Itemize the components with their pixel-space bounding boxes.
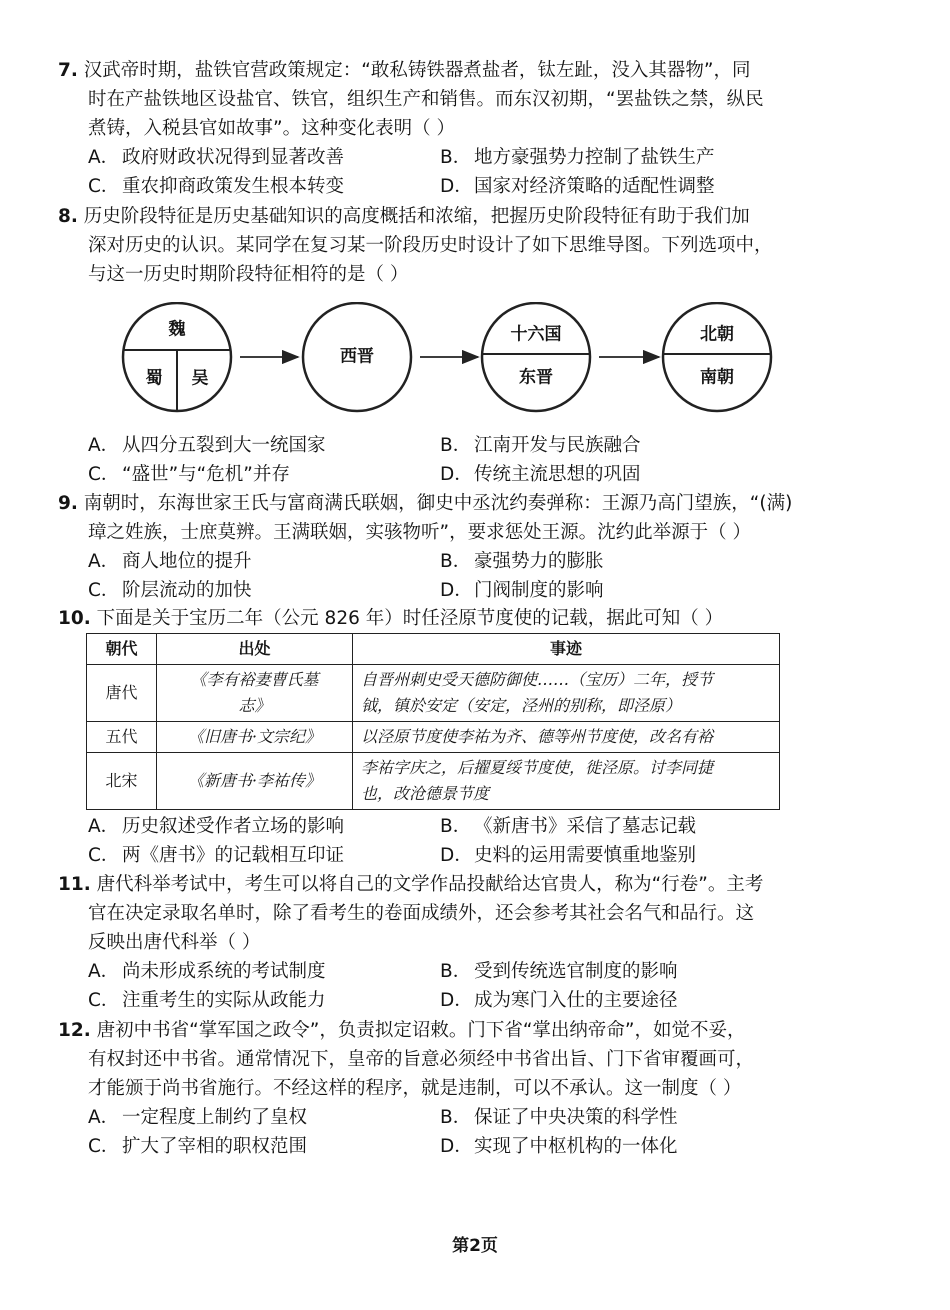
- option-a[interactable]: A． 政府财政状况得到显著改善: [88, 147, 345, 168]
- table-header: 事迹: [353, 634, 780, 665]
- label-eastern-jin: 东晋: [519, 367, 553, 388]
- option-c[interactable]: C． 阶层流动的加快: [88, 580, 252, 601]
- circle-sixteen-kingdoms: [482, 303, 590, 411]
- question-number: 9.: [58, 493, 78, 514]
- label-wei: 魏: [168, 319, 186, 340]
- option-a[interactable]: A． 尚未形成系统的考试制度: [88, 961, 326, 982]
- option-b[interactable]: B． 受到传统选官制度的影响: [440, 961, 678, 982]
- option-b[interactable]: B． 地方豪强势力控制了盐铁生产: [440, 147, 715, 168]
- table-cell-source: 《新唐书·李祐传》: [157, 753, 353, 810]
- options-row: [58, 841, 908, 870]
- option-a[interactable]: A． 一定程度上制约了皇权: [88, 1107, 308, 1128]
- label-western-jin: 西晋: [340, 346, 374, 367]
- table-cell-dynasty: 唐代: [87, 665, 157, 722]
- label-sixteen-kingdoms: 十六国: [510, 324, 562, 345]
- options-row: [58, 460, 908, 489]
- table-cell-event: 自晋州刺史受天德防御使……（宝历）二年，授节 钺，镇於安定（安定，泾州的别称，即泾原）: [353, 665, 780, 722]
- question-8-line-1: 8. 历史阶段特征是历史基础知识的高度概括和浓缩，把握历史阶段特征有助于我们加: [58, 202, 908, 231]
- question-7-line-3: 煮铸，入税县官如故事”。这种变化表明（ ）: [88, 118, 455, 139]
- circle-northern-southern: [663, 303, 771, 411]
- page-number: 第2页: [452, 1236, 498, 1256]
- option-c[interactable]: C． “盛世”与“危机”并存: [88, 464, 290, 485]
- option-d[interactable]: D．传统主流思想的巩固: [440, 464, 641, 485]
- option-d[interactable]: D．门阀制度的影响: [440, 580, 604, 601]
- options-row: [58, 1132, 908, 1161]
- question-12-line-3: 才能颁于尚书省施行。不经这样的程序，就是违制，可以不承认。这一制度（ ）: [88, 1078, 742, 1099]
- question-12-line-2: 有权封还中书省。通常情况下，皇帝的旨意必须经中书省出旨、门下省审覆画可，: [88, 1049, 755, 1070]
- table-cell-dynasty: 五代: [87, 722, 157, 753]
- label-shu: 蜀: [145, 368, 163, 389]
- question-8-line-2: 深对历史的认识。某同学在复习某一阶段历史时设计了如下思维导图。下列选项中，: [88, 235, 773, 256]
- option-c[interactable]: C． 扩大了宰相的职权范围: [88, 1136, 308, 1157]
- option-d[interactable]: D．史料的运用需要慎重地鉴别: [440, 845, 697, 866]
- question-number: 7.: [58, 60, 78, 81]
- option-b[interactable]: B． 江南开发与民族融合: [440, 435, 641, 456]
- table-cell-source: 《旧唐书·文宗纪》: [157, 722, 353, 753]
- table-header-row: [87, 634, 780, 665]
- question-9: [58, 489, 908, 605]
- options-row: [58, 1103, 908, 1132]
- label-southern-dynasties: 南朝: [700, 367, 734, 388]
- option-a[interactable]: A． 历史叙述受作者立场的影响: [88, 816, 345, 837]
- table-cell-dynasty: 北宋: [87, 753, 157, 810]
- option-d[interactable]: D．实现了中枢机构的一体化: [440, 1136, 678, 1157]
- question-10: [58, 604, 908, 633]
- question-11-line-2: 官在决定录取名单时，除了看考生的卷面成绩外，还会参考其社会名气和品行。这: [88, 903, 755, 924]
- question-8-line-3: 与这一历史时期阶段特征相符的是（ ）: [88, 264, 409, 285]
- option-c[interactable]: C． 重农抑商政策发生根本转变: [88, 176, 345, 197]
- question-7: [58, 56, 908, 201]
- question-10-line-1: 10. 下面是关于宝历二年（公元 826 年）时任泾原节度使的记载，据此可知（ ）: [58, 604, 908, 633]
- question-number: 10.: [58, 608, 91, 629]
- mind-map-diagram: [120, 302, 820, 420]
- label-northern-dynasties: 北朝: [700, 324, 734, 345]
- option-d[interactable]: D．成为寒门入仕的主要途径: [440, 990, 678, 1011]
- option-b[interactable]: B． 保证了中央决策的科学性: [440, 1107, 678, 1128]
- question-number: 8.: [58, 206, 78, 227]
- table-row: [87, 722, 780, 753]
- option-c[interactable]: C． 注重考生的实际从政能力: [88, 990, 326, 1011]
- question-8-options: [58, 431, 908, 489]
- option-a[interactable]: A． 商人地位的提升: [88, 551, 252, 572]
- records-table: [86, 633, 780, 810]
- options-row: [58, 547, 908, 576]
- options-row: [58, 812, 908, 841]
- option-a[interactable]: A． 从四分五裂到大一统国家: [88, 435, 326, 456]
- question-9-line-2: 璋之姓族，士庶莫辨。王满联姻，实骇物听”，要求惩处王源。沈约此举源于（ ）: [88, 522, 751, 543]
- options-row: [58, 431, 908, 460]
- options-row: [58, 957, 908, 986]
- table-row: [87, 665, 780, 722]
- table-header: 朝代: [87, 634, 157, 665]
- question-7-line-1: 7. 汉武帝时期，盐铁官营政策规定：“敢私铸铁器煮盐者，钛左趾，没入其器物”，同: [58, 56, 908, 85]
- question-number: 11.: [58, 874, 91, 895]
- options-row: [58, 143, 908, 172]
- option-b[interactable]: B． 《新唐书》采信了墓志记载: [440, 816, 697, 837]
- question-12-line-1: 12. 唐初中书省“掌军国之政令”，负责拟定诏敕。门下省“掌出纳帝命”，如觉不妥，: [58, 1016, 908, 1045]
- options-row: [58, 172, 908, 201]
- option-d[interactable]: D．国家对经济策略的适配性调整: [440, 176, 715, 197]
- options-row: [58, 576, 908, 605]
- label-wu: 吴: [191, 368, 209, 389]
- question-12: [58, 1016, 908, 1161]
- question-8: [58, 202, 908, 289]
- question-10-options: [58, 812, 908, 870]
- question-9-line-1: 9. 南朝时，东海世家王氏与富商满氏联姻，御史中丞沈约奏弹称：王源乃高门望族，“(满): [58, 489, 908, 518]
- table-row: [87, 753, 780, 810]
- option-c[interactable]: C． 两《唐书》的记载相互印证: [88, 845, 345, 866]
- question-11-line-3: 反映出唐代科举（ ）: [88, 932, 261, 953]
- question-number: 12.: [58, 1020, 91, 1041]
- question-7-line-2: 时在产盐铁地区设盐官、铁官，组织生产和销售。而东汉初期，“罢盐铁之禁，纵民: [88, 89, 764, 110]
- question-11: [58, 870, 908, 1015]
- table-header: 出处: [157, 634, 353, 665]
- table-cell-event: 李祐字庆之，后擢夏绥节度使，徙泾原。讨李同捷 也，改沧德景节度: [353, 753, 780, 810]
- table-cell-event: 以泾原节度使李祐为齐、德等州节度使，改名有裕: [353, 722, 780, 753]
- question-11-line-1: 11. 唐代科举考试中，考生可以将自己的文学作品投献给达官贵人，称为“行卷”。主考: [58, 870, 908, 899]
- option-b[interactable]: B． 豪强势力的膨胀: [440, 551, 604, 572]
- options-row: [58, 986, 908, 1015]
- table-cell-source: 《李有裕妻曹氏墓 志》: [157, 665, 353, 722]
